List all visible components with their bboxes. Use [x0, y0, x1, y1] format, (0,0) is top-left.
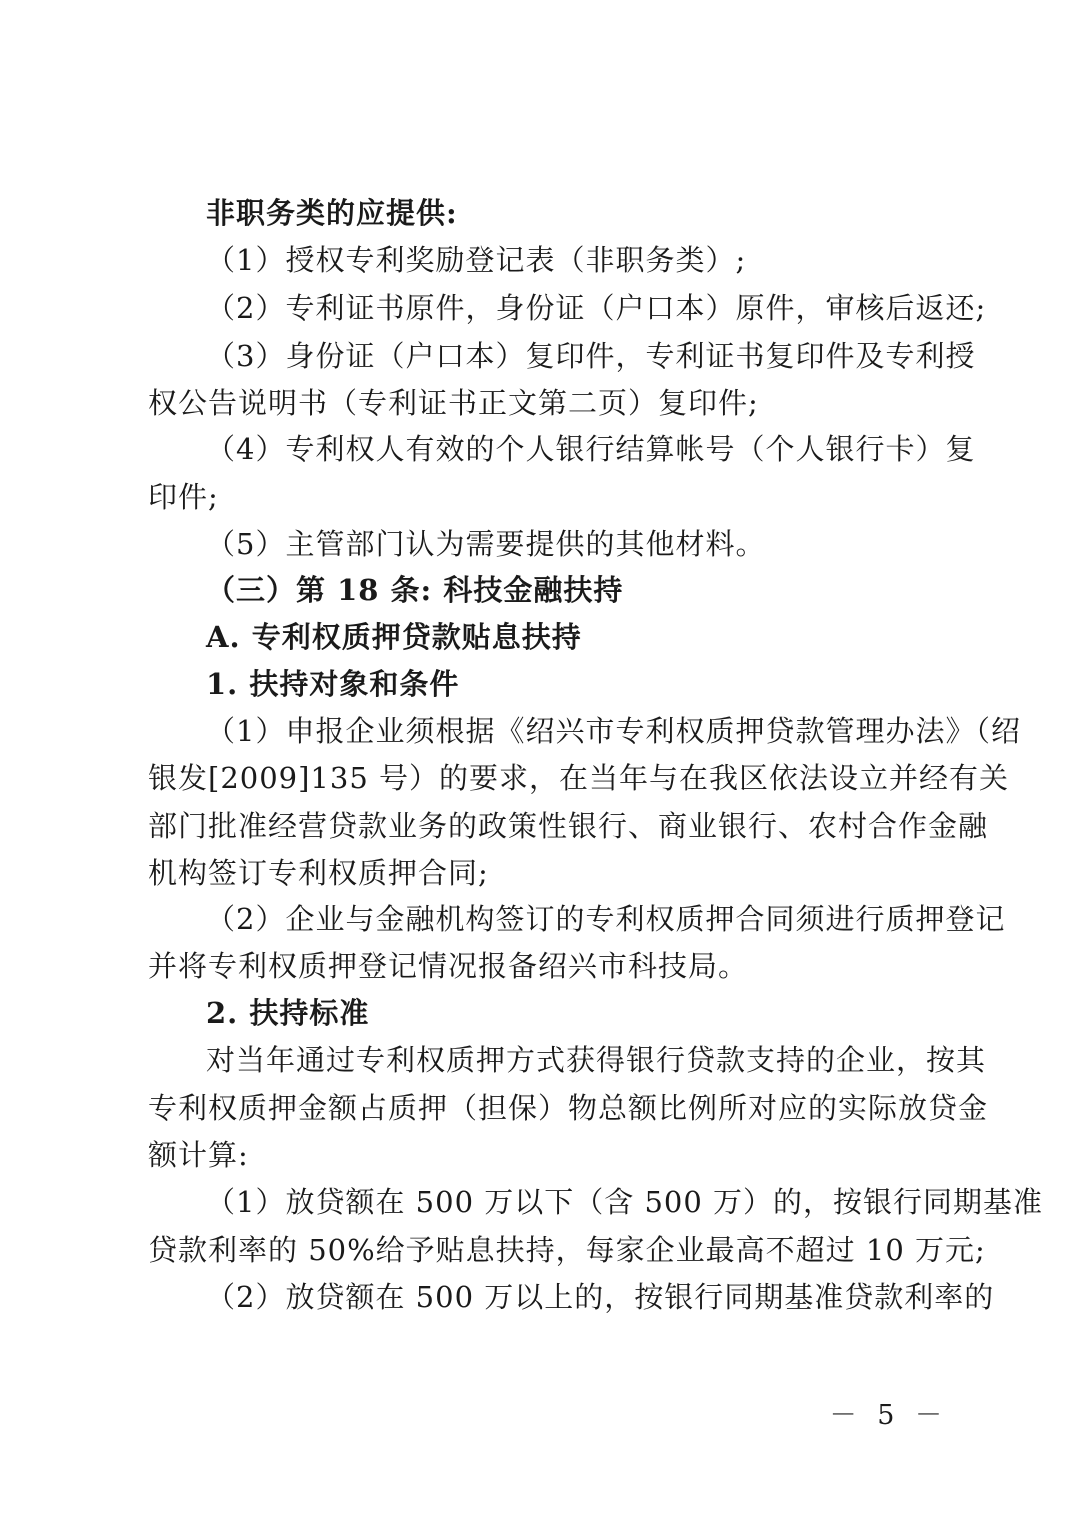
condition-line-6: 并将专利权质押登记情况报备绍兴市科技局。: [148, 949, 749, 983]
nonservice-item-3: （3）身份证（户口本）复印件，专利证书复印件及专利授: [206, 339, 976, 373]
standard-line-2: 专利权质押金额占质押（担保）物总额比例所对应的实际放贷金: [148, 1091, 989, 1125]
condition-line-4: 机构签订专利权质押合同;: [148, 856, 489, 890]
nonservice-item-2: （2）专利证书原件，身份证（户口本）原件，审核后返还;: [206, 291, 987, 325]
sub-heading-a: A. 专利权质押贷款贴息扶持: [206, 620, 582, 654]
standard-line-5: 贷款利率的 50%给予贴息扶持，每家企业最高不超过 10 万元;: [148, 1233, 986, 1267]
condition-line-2: 银发[2009]135 号）的要求，在当年与在我区依法设立并经有关: [148, 761, 1010, 795]
nonservice-item-5: （5）主管部门认为需要提供的其他材料。: [206, 527, 766, 561]
standard-line-1: 对当年通过专利权质押方式获得银行贷款支持的企业，按其: [206, 1043, 987, 1077]
standard-line-6: （2）放贷额在 500 万以上的，按银行同期基准贷款利率的: [206, 1280, 995, 1314]
nonservice-item-1: （1）授权专利奖励登记表（非职务类）;: [206, 243, 747, 277]
section-heading: （三）第 18 条: 科技金融扶持: [206, 573, 624, 607]
standard-line-4: （1）放贷额在 500 万以下（含 500 万）的，按银行同期基准: [206, 1185, 1044, 1219]
sub-heading-1: 1. 扶持对象和条件: [206, 667, 460, 701]
nonservice-item-4: （4）专利权人有效的个人银行结算帐号（个人银行卡）复: [206, 432, 976, 466]
standard-line-3: 额计算:: [148, 1138, 249, 1172]
nonservice-item-3-cont: 权公告说明书（专利证书正文第二页）复印件;: [148, 386, 759, 420]
condition-line-3: 部门批准经营贷款业务的政策性银行、商业银行、农村合作金融: [148, 809, 989, 843]
heading-nonservice: 非职务类的应提供:: [206, 196, 458, 230]
sub-heading-2: 2. 扶持标准: [206, 996, 370, 1030]
nonservice-item-4-cont: 印件;: [148, 480, 219, 514]
page-number: － 5 －: [829, 1400, 948, 1431]
condition-line-1: （1）申报企业须根据《绍兴市专利权质押贷款管理办法》（绍: [206, 714, 1021, 748]
condition-line-5: （2）企业与金融机构签订的专利权质押合同须进行质押登记: [206, 902, 1006, 936]
